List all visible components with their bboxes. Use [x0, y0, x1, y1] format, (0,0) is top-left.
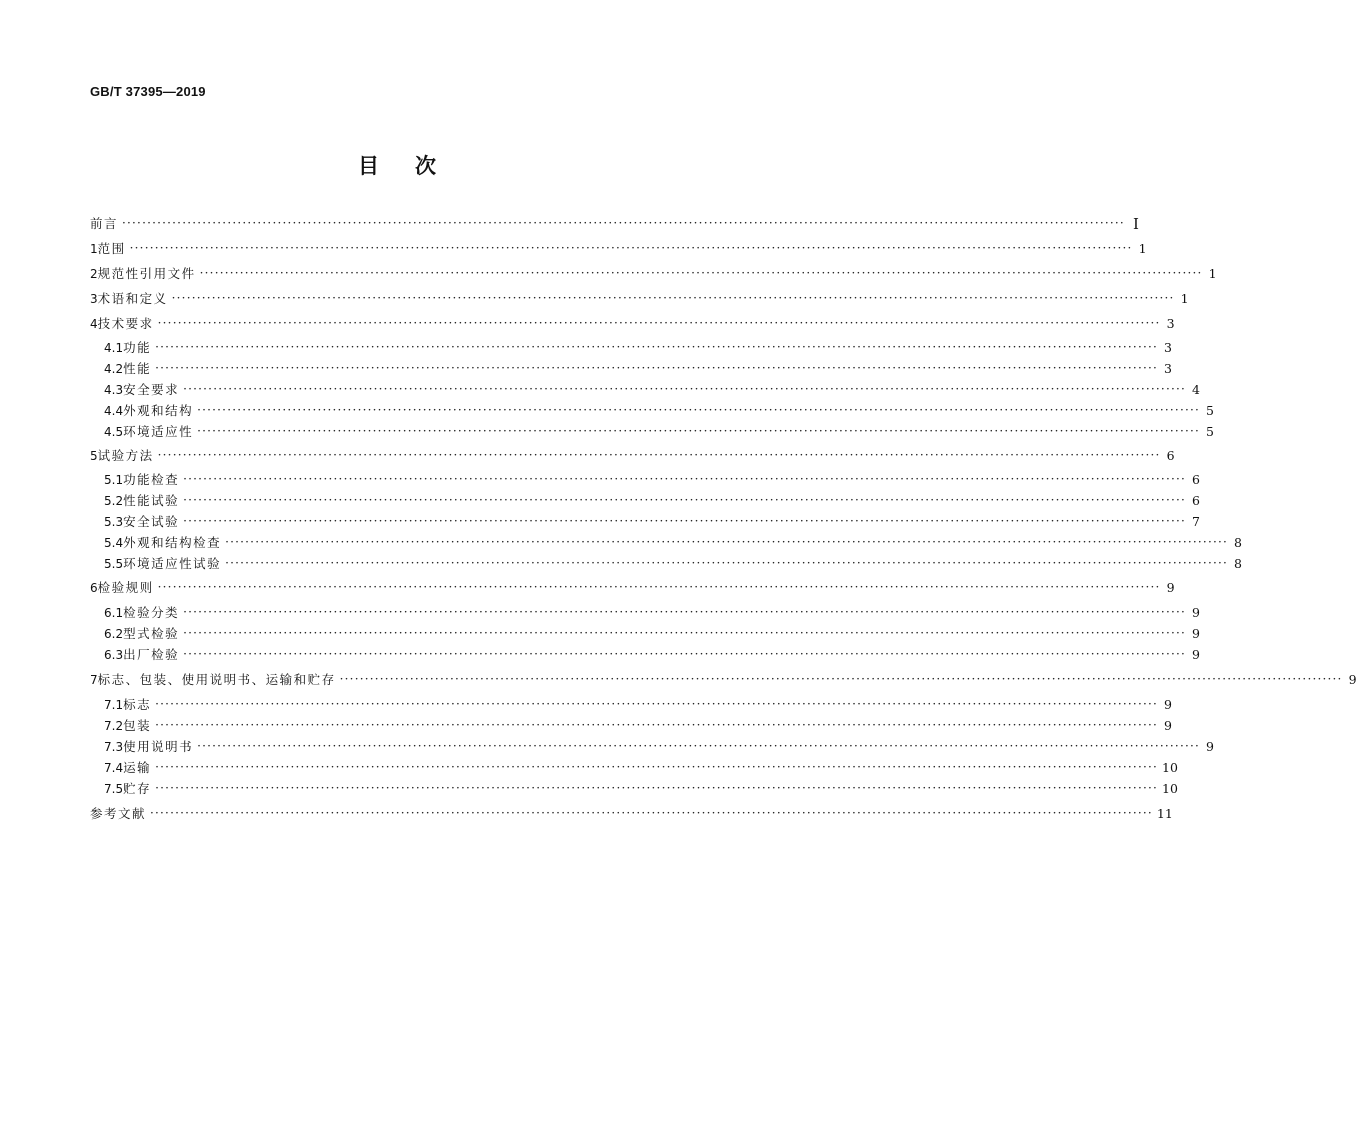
toc-dot-leader: ········································································································································································································ [225, 556, 1228, 570]
toc-entry[interactable] [90, 670, 1357, 690]
toc-entry[interactable] [104, 491, 1200, 511]
toc-entry-page: 3 [1166, 316, 1175, 331]
toc-dot-leader: ········································································································································································································ [339, 672, 1343, 686]
toc-entry-page: 6 [1192, 472, 1200, 487]
toc-entry-number: 7.1 [104, 698, 124, 712]
toc-entry-label: 贮存 [123, 781, 152, 796]
toc-entry-number: 4.4 [104, 404, 124, 418]
toc-entry-number: 2 [90, 267, 98, 281]
toc-entry-page: 6 [1166, 448, 1175, 463]
page-title: 目次 [358, 154, 472, 178]
toc-entry-label: 安全试验 [123, 514, 180, 529]
toc-entry[interactable] [90, 578, 1175, 598]
toc-entry-number: 4.3 [104, 383, 124, 397]
toc-entry[interactable] [104, 645, 1200, 665]
toc-entry-page: 6 [1192, 493, 1200, 508]
toc-entry-page: 9 [1192, 626, 1200, 641]
toc-entry[interactable] [104, 603, 1200, 623]
toc-entry-page: Ⅰ [1132, 215, 1139, 233]
toc-dot-leader: ········································································································································································································ [155, 760, 1158, 774]
toc-entry-page: 3 [1164, 340, 1172, 355]
toc-dot-leader: ········································································································································································································ [183, 514, 1186, 528]
toc-entry-number: 5.5 [104, 557, 124, 571]
toc-dot-leader: ········································································································································································································ [122, 216, 1125, 230]
toc-entry-label: 标志 [123, 697, 152, 712]
toc-dot-leader: ········································································································································································································ [150, 806, 1153, 820]
toc-entry-label: 包装 [123, 718, 152, 733]
toc-entry-label: 功能 [123, 340, 152, 355]
toc-entry-page: 1 [1180, 291, 1189, 306]
toc-entry-number: 5.3 [104, 515, 124, 529]
toc-entry-page: 11 [1156, 806, 1173, 821]
toc-entry-number: 4 [90, 317, 98, 331]
toc-entry[interactable] [104, 401, 1214, 421]
toc-entry-page: 1 [1138, 241, 1147, 256]
toc-entry-number: 6 [90, 581, 98, 595]
toc-entry-label: 安全要求 [123, 382, 180, 397]
toc-entry[interactable] [104, 624, 1200, 644]
toc-dot-leader: ········································································································································································································ [183, 605, 1186, 619]
toc-entry-label: 环境适应性试验 [123, 556, 222, 571]
toc-entry-label: 范围 [97, 241, 126, 256]
toc-entry[interactable] [90, 804, 1173, 824]
toc-entry-number: 3 [90, 292, 98, 306]
toc-entry-page: 10 [1162, 760, 1178, 775]
toc-dot-leader: ········································································································································································································ [183, 647, 1186, 661]
toc-dot-leader: ········································································································································································································ [183, 382, 1186, 396]
toc-entry-label: 标志、包装、使用说明书、运输和贮存 [97, 672, 336, 687]
toc-entry-page: 5 [1206, 403, 1214, 418]
toc-entry-number: 6.1 [104, 606, 124, 620]
toc-entry-number: 7.4 [104, 761, 124, 775]
toc-entry-page: 4 [1192, 382, 1200, 397]
toc-entry[interactable] [90, 214, 1139, 234]
toc-entry-label: 出厂检验 [123, 647, 180, 662]
toc-dot-leader: ········································································································································································································ [155, 340, 1158, 354]
toc-entry-page: 9 [1192, 605, 1200, 620]
toc-entry-page: 9 [1192, 647, 1200, 662]
toc-entry-number: 5.4 [104, 536, 124, 550]
toc-entry-page: 9 [1164, 697, 1172, 712]
toc-dot-leader: ········································································································································································································ [199, 266, 1203, 280]
toc-dot-leader: ········································································································································································································ [197, 403, 1200, 417]
toc-entry-number: 4.1 [104, 341, 124, 355]
toc-dot-leader: ········································································································································································································ [183, 493, 1186, 507]
toc-dot-leader: ········································································································································································································ [129, 241, 1133, 255]
toc-entry-label: 参考文献 [90, 806, 147, 821]
toc-entry-label: 外观和结构 [123, 403, 194, 418]
toc-entry-label: 技术要求 [97, 316, 154, 331]
toc-entry[interactable] [90, 264, 1217, 284]
toc-entry-page: 1 [1208, 266, 1217, 281]
toc-entry-label: 规范性引用文件 [97, 266, 196, 281]
toc-dot-leader: ········································································································································································································ [157, 580, 1161, 594]
toc-dot-leader: ········································································································································································································ [197, 739, 1200, 753]
toc-entry[interactable] [104, 512, 1200, 532]
toc-entry-number: 6.2 [104, 627, 124, 641]
toc-entry-label: 功能检查 [123, 472, 180, 487]
toc-entry-label: 运输 [123, 760, 152, 775]
toc-entry-number: 4.5 [104, 425, 124, 439]
toc-entry-label: 检验规则 [97, 580, 154, 595]
toc-entry[interactable] [104, 737, 1214, 757]
toc-entry-label: 术语和定义 [97, 291, 168, 306]
toc-entry-number: 5.2 [104, 494, 124, 508]
toc-dot-leader: ········································································································································································································ [155, 361, 1158, 375]
toc-entry-number: 1 [90, 242, 98, 256]
toc-entry-page: 8 [1234, 556, 1242, 571]
toc-dot-leader: ········································································································································································································ [155, 781, 1158, 795]
toc-dot-leader: ········································································································································································································ [157, 448, 1161, 462]
toc-entry[interactable] [104, 380, 1200, 400]
toc-entry-label: 试验方法 [97, 448, 154, 463]
toc-entry-label: 外观和结构检查 [123, 535, 222, 550]
toc-entry-page: 9 [1348, 672, 1357, 687]
toc-entry[interactable] [104, 695, 1172, 715]
toc-entry-number: 7.2 [104, 719, 124, 733]
toc-dot-leader: ········································································································································································································ [183, 626, 1186, 640]
toc-entry[interactable] [104, 554, 1242, 574]
toc-dot-leader: ········································································································································································································ [171, 291, 1175, 305]
toc-entry-page: 7 [1192, 514, 1200, 529]
toc-entry[interactable] [90, 289, 1189, 309]
toc-dot-leader: ········································································································································································································ [183, 472, 1186, 486]
toc-entry[interactable] [104, 422, 1214, 442]
toc-dot-leader: ········································································································································································································ [157, 316, 1161, 330]
toc-entry[interactable] [104, 338, 1172, 358]
toc-entry[interactable] [104, 533, 1242, 553]
toc-entry-label: 前言 [90, 216, 119, 231]
toc-entry-page: 9 [1166, 580, 1175, 595]
toc-dot-leader: ········································································································································································································ [225, 535, 1228, 549]
toc-entry[interactable] [104, 758, 1178, 778]
toc-entry[interactable] [104, 779, 1178, 799]
toc-entry-number: 6.3 [104, 648, 124, 662]
toc-entry-label: 型式检验 [123, 626, 180, 641]
toc-entry[interactable] [104, 470, 1200, 490]
toc-entry-number: 5.1 [104, 473, 124, 487]
toc-entry[interactable] [104, 359, 1172, 379]
toc-entry-page: 9 [1164, 718, 1172, 733]
toc-entry[interactable] [90, 239, 1147, 259]
toc-entry-number: 5 [90, 449, 98, 463]
toc-entry-page: 10 [1162, 781, 1178, 796]
toc-entry-label: 检验分类 [123, 605, 180, 620]
standard-code: GB/T 37395—2019 [90, 84, 206, 99]
toc-dot-leader: ········································································································································································································ [155, 718, 1158, 732]
toc-entry-page: 9 [1206, 739, 1214, 754]
toc-entry[interactable] [104, 716, 1172, 736]
toc-entry-number: 7.3 [104, 740, 124, 754]
toc-entry-page: 3 [1164, 361, 1172, 376]
toc-entry-label: 环境适应性 [123, 424, 194, 439]
toc-entry-label: 性能 [123, 361, 152, 376]
toc-dot-leader: ········································································································································································································ [197, 424, 1200, 438]
toc-dot-leader: ········································································································································································································ [155, 697, 1158, 711]
toc-entry-label: 性能试验 [123, 493, 180, 508]
toc-entry[interactable] [90, 446, 1175, 466]
toc-entry-page: 8 [1234, 535, 1242, 550]
toc-entry[interactable] [90, 314, 1175, 334]
toc-entry-number: 4.2 [104, 362, 124, 376]
toc-entry-number: 7 [90, 673, 98, 687]
toc-entry-number: 7.5 [104, 782, 124, 796]
toc-entry-page: 5 [1206, 424, 1214, 439]
toc-entry-label: 使用说明书 [123, 739, 194, 754]
